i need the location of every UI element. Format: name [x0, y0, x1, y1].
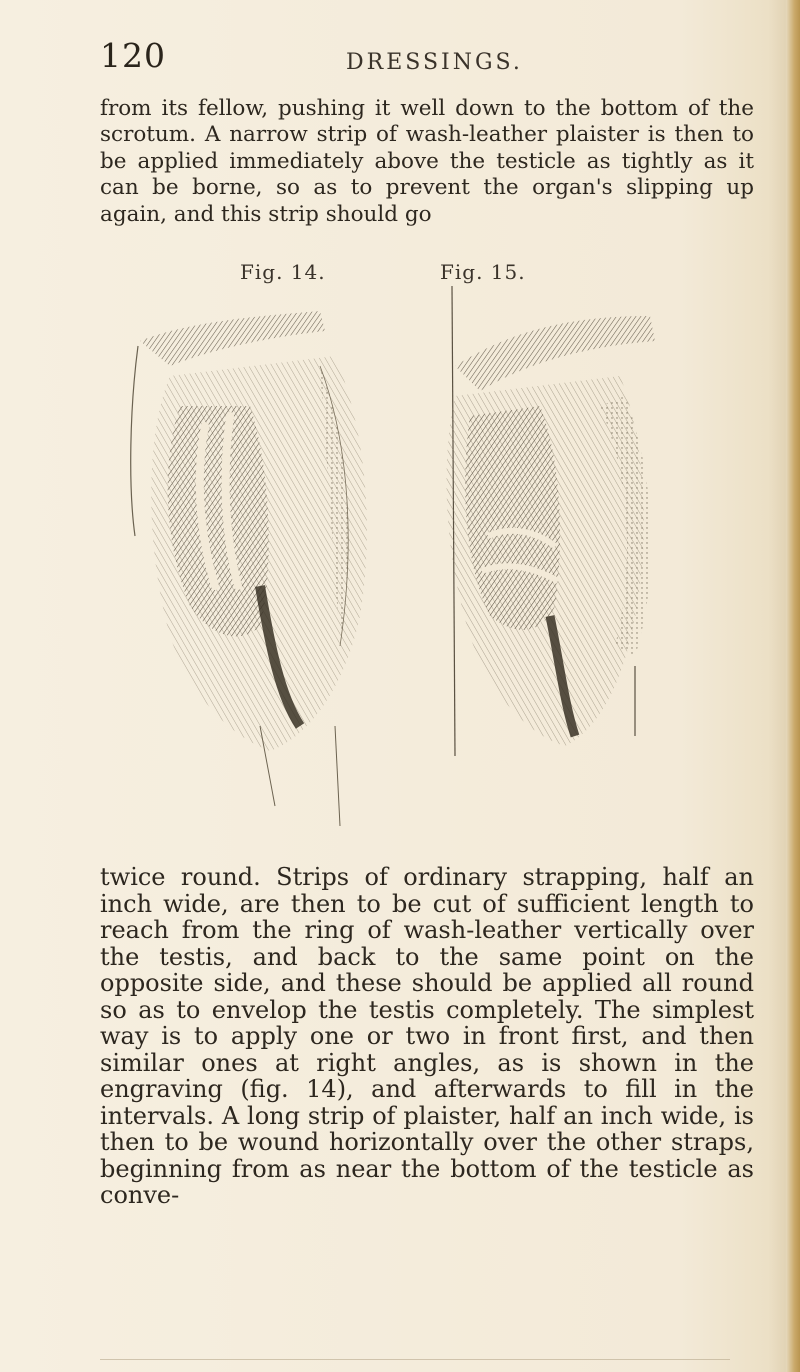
page-binding-edge	[786, 0, 800, 1372]
running-head: DRESSINGS.	[346, 50, 523, 75]
page-bottom-edge	[100, 1359, 730, 1360]
engraving-figures	[110, 286, 710, 826]
fig-14-drawing	[131, 311, 367, 826]
page-header	[100, 36, 750, 80]
fig-14-caption: Fig. 14.	[240, 260, 326, 284]
fig-15-drawing	[447, 286, 655, 756]
page-number: 120	[100, 36, 166, 75]
paragraph-bottom: twice round. Strips of ordinary strapping, half an inch wide, are then to be cut of sufficient length to reach from the ring of wash-leather vertically over the testis, and back to the same point on the opposite side, and these should be applied all round so as to envelop the testis completely. The simplest way is to apply one or two in front first, and then similar ones at right angles, as is shown in the engraving (fig. 14), and afterwards to fill in the intervals. A long strip of plaister, half an inch wide, is then to be wound horizontally over the other straps, beginning from as near the bottom of the testicle as conve-	[100, 863, 754, 1209]
paragraph-top: from its fellow, pushing it well down to the bottom of the scrotum. A narrow strip of wash-leather plaister is then to be applied immediately above the testicle as tightly as it can be borne, so as to prevent the organ's slipping up again, and this strip should go	[100, 96, 754, 227]
fig-15-caption: Fig. 15.	[440, 260, 526, 284]
